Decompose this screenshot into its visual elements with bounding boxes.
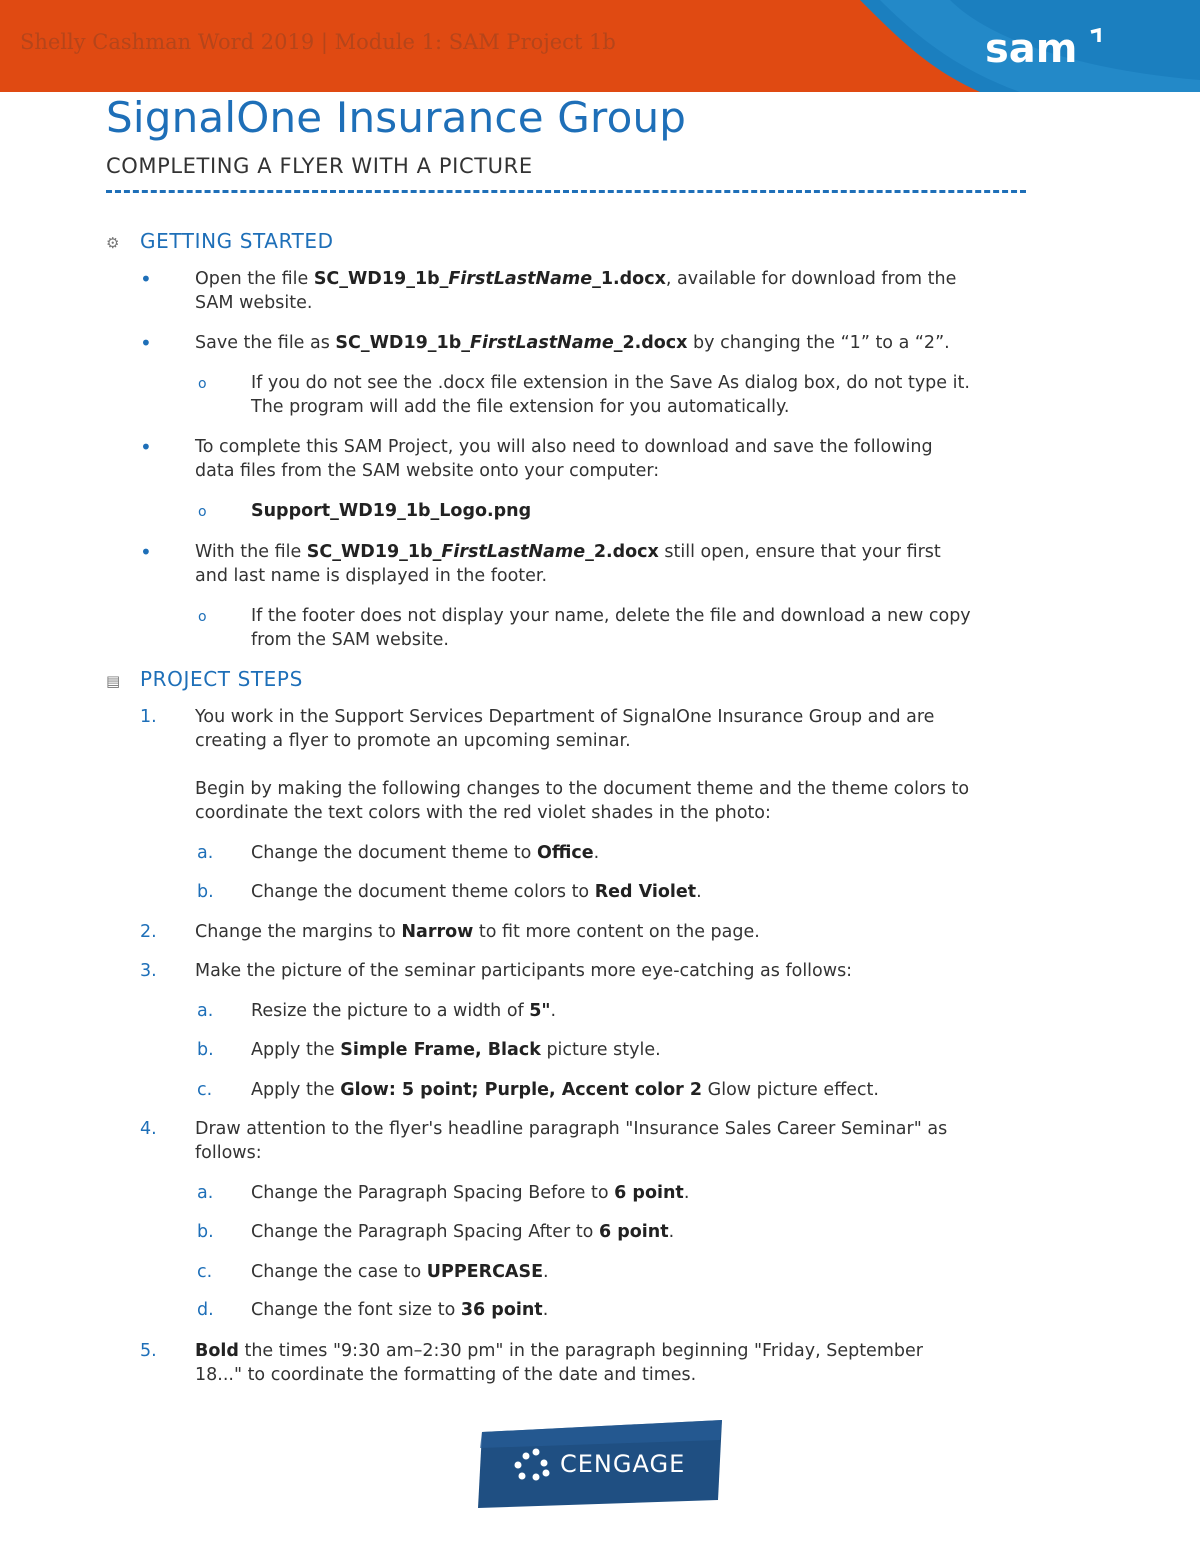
document-subtitle: COMPLETING A FLYER WITH A PICTURE [106, 154, 533, 178]
bullet-icon: • [140, 267, 152, 291]
step-number: 3. [140, 961, 157, 981]
project-steps-heading [106, 667, 303, 691]
list-item: Apply the Glow: 5 point; Purple, Accent color 2 Glow picture effect. [251, 1080, 879, 1100]
banner-title: Shelly Cashman Word 2019 | Module 1: SAM Project 1b [20, 30, 616, 54]
list-item: Change the document theme to Office. [251, 843, 600, 863]
cengage-logo-text: CENGAGE [560, 1450, 686, 1478]
step-letter: a. [197, 1001, 214, 1021]
list-item: Change the document theme colors to Red Violet. [251, 882, 702, 902]
list-item: Change the case to UPPERCASE. [251, 1262, 549, 1282]
sam-logo [985, 28, 1105, 68]
list-item: To complete this SAM Project, you will also need to download and save the following data files from the SAM website onto your computer: [195, 437, 933, 481]
list-item: Support_WD19_1b_Logo.png [251, 501, 532, 521]
step-letter: a. [197, 1183, 214, 1203]
step-letter: b. [197, 1222, 214, 1242]
step-letter: c. [197, 1262, 213, 1282]
cengage-logo [474, 1418, 726, 1510]
list-item: With the file SC_WD19_1b_FirstLastName_2.docx still open, ensure that your first and last name is displayed in the footer. [195, 542, 941, 586]
header-banner [0, 0, 1200, 92]
step-number: 5. [140, 1341, 157, 1361]
document-title: SignalOne Insurance Group [106, 93, 687, 142]
sub-bullet-icon: o [198, 609, 207, 625]
dashed-divider [106, 190, 1026, 193]
sub-bullet-icon: o [198, 376, 207, 392]
sub-bullet-icon: o [198, 504, 207, 520]
list-item: If the footer does not display your name, delete the file and download a new copy from the SAM website. [251, 606, 971, 650]
step-number: 2. [140, 922, 157, 942]
step-letter: d. [197, 1300, 214, 1320]
step-number: 1. [140, 707, 157, 727]
step-letter: b. [197, 882, 214, 902]
list-item: You work in the Support Services Department of SignalOne Insurance Group and are creating a flyer to promote an upcoming seminar. [195, 707, 935, 751]
getting-started-heading [106, 229, 334, 253]
list-item: Bold the times "9:30 am–2:30 pm" in the paragraph beginning "Friday, September 18..." to coordinate the formatting of the date and times. [195, 1341, 923, 1385]
list-item: Change the margins to Narrow to fit more content on the page. [195, 922, 760, 942]
list-item: Change the font size to 36 point. [251, 1300, 549, 1320]
bullet-icon: • [140, 540, 152, 564]
list-item: Draw attention to the flyer's headline paragraph "Insurance Sales Career Seminar" as follows: [195, 1119, 948, 1163]
list-item: Apply the Simple Frame, Black picture style. [251, 1040, 661, 1060]
bullet-icon: • [140, 435, 152, 459]
list-item: If you do not see the .docx file extension in the Save As dialog box, do not type it. The program will add the file extension for you automatically. [251, 373, 970, 417]
list-item: Begin by making the following changes to the document theme and the theme colors to coordinate the text colors with the red violet shades in the photo: [195, 779, 970, 823]
sam-logo-text: sam [985, 28, 1078, 68]
getting-started-label: GETTING STARTED [140, 229, 334, 253]
list-item: Resize the picture to a width of 5". [251, 1001, 557, 1021]
list-item: Make the picture of the seminar participants more eye-catching as follows: [195, 961, 853, 981]
step-letter: c. [197, 1080, 213, 1100]
bullet-icon: • [140, 331, 152, 355]
list-item: Save the file as SC_WD19_1b_FirstLastName_2.docx by changing the “1” to a “2”. [195, 333, 950, 353]
clipboard-icon: ▤ [106, 672, 121, 690]
step-number: 4. [140, 1119, 157, 1139]
gear-check-icon: ⚙ [106, 234, 121, 252]
step-letter: a. [197, 843, 214, 863]
list-item: Change the Paragraph Spacing Before to 6 point. [251, 1183, 690, 1203]
list-item: Change the Paragraph Spacing After to 6 point. [251, 1222, 675, 1242]
list-item: Open the file SC_WD19_1b_FirstLastName_1.docx, available for download from the SAM website. [195, 269, 957, 313]
step-letter: b. [197, 1040, 214, 1060]
project-steps-label: PROJECT STEPS [140, 667, 303, 691]
